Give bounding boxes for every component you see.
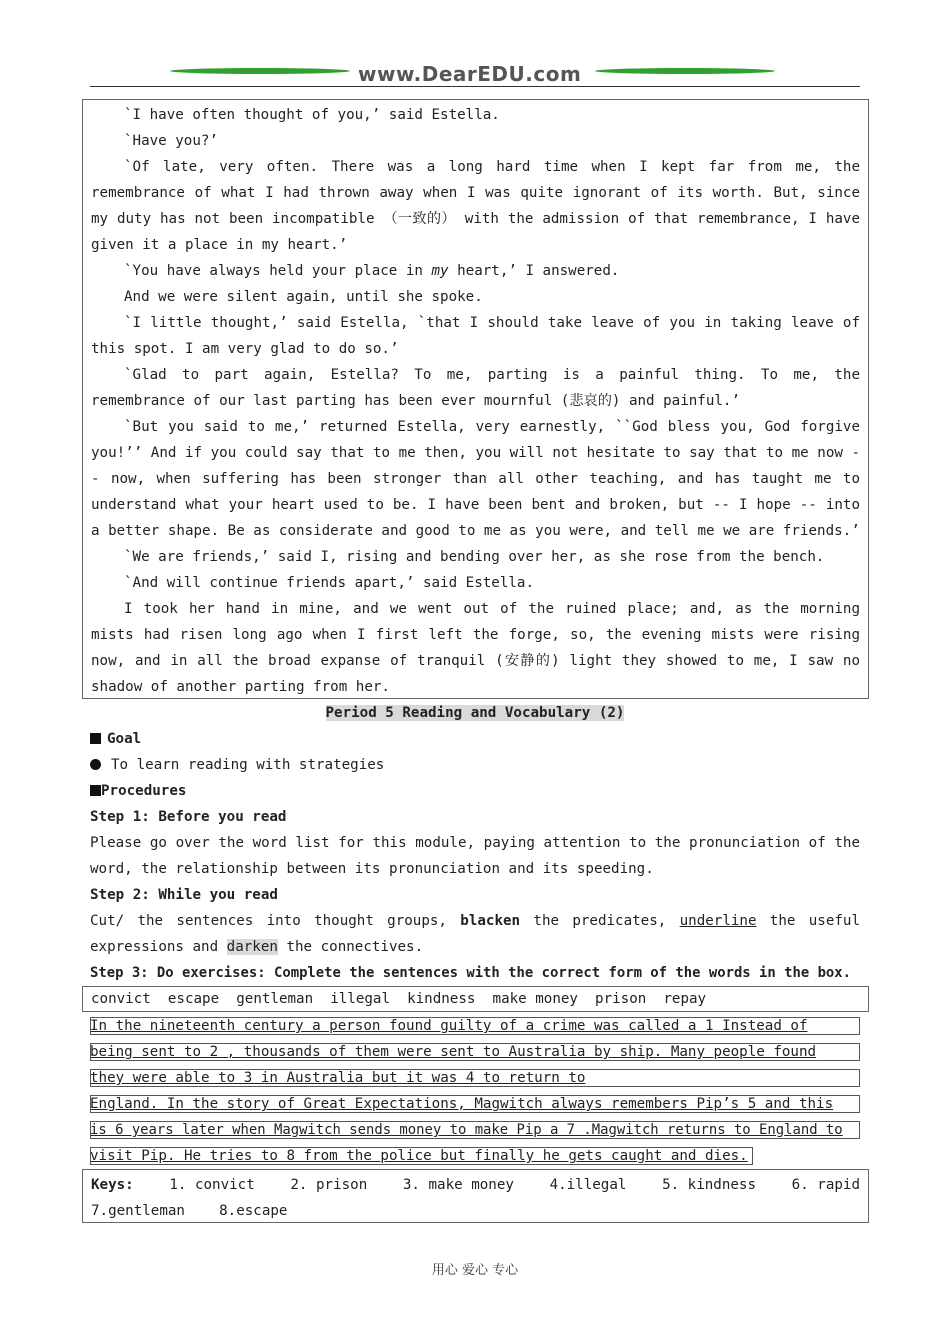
word-item: repay (663, 991, 707, 1007)
story-paragraph: `I little thought,’ said Estella, `that I should take leave of you in taking leave of this spot. I am very glad to do so.’ (91, 315, 860, 357)
passage-line (90, 1117, 860, 1143)
period-title (90, 700, 860, 726)
bold-word: blacken (460, 913, 521, 929)
square-bullet-icon (90, 785, 101, 796)
step1-text: Please go over the word list for this module, paying attention to the pronunciation of the word, the relationship between its pronunciation and its speeding. (90, 835, 860, 877)
square-bullet-icon (90, 733, 101, 744)
shaded-word: darken (226, 939, 278, 955)
key-item: 3. make money (402, 1177, 514, 1193)
text-run: the connectives. (277, 939, 424, 955)
word-item: prison (595, 991, 647, 1007)
passage-line-text: England. In the story of Great Expectations, Magwitch always remembers Pip’s 5 and this (90, 1096, 834, 1112)
key-item: 4.illegal (549, 1177, 627, 1193)
text-run: the predicates, (520, 913, 680, 929)
key-item: 5. kindness (662, 1177, 757, 1193)
word-box (82, 986, 869, 1012)
answer-keys-box (82, 1169, 869, 1223)
passage-line (90, 1013, 860, 1039)
story-paragraph: `Glad to part again, Estella? To me, parting is a painful thing. To me, the remembrance of our last parting has been ever mournful (悲哀的) and painful.’ (91, 367, 860, 409)
exercise-passage (90, 1013, 860, 1169)
word-item: escape (167, 991, 220, 1007)
story-paragraph: `But you said to me,’ returned Estella, very earnestly, ``God bless you, God forgive you!’’ And if you could say that to me then, you will not hesitate to say that to me now -- now, when suffering has been stronger than all other teaching, and has taught me to understand what your heart used to be. I have been bent and broken, but -- I hope -- into a better shape. Be as considerate and good to me as you were, and tell me we are friends.’ (91, 419, 860, 539)
story-paragraph: I took her hand in mine, and we went out of the ruined place; and, as the morning mists had risen long ago when I first left the forge, so, the evening mists were rising now, and in all the broad expanse of tranquil (安静的) light they showed to me, I saw no shadow of another parting from her. (91, 601, 860, 695)
text-run: heart,’ I answered. (448, 263, 620, 279)
right-swoosh-decoration (595, 68, 775, 74)
step2-text (90, 908, 860, 960)
procedures-heading (90, 778, 860, 804)
word-item: convict (91, 991, 151, 1007)
site-logo: www.DearEDU.com (358, 62, 582, 86)
keys-row-2: 7.gentleman 8.escape (91, 1203, 288, 1219)
key-item: 2. prison (290, 1177, 368, 1193)
text-run: Cut/ the sentences into thought groups, (90, 913, 461, 929)
key-item: 1. convict (169, 1177, 255, 1193)
key-item: 6. rapid (791, 1177, 860, 1193)
passage-line-text: In the nineteenth century a person found guilty of a crime was called a 1 Instead of (90, 1018, 808, 1034)
story-paragraph: `Have you?’ (124, 133, 218, 149)
procedures-heading-text: Procedures (101, 783, 187, 799)
word-item: kindness (407, 991, 476, 1007)
period-title-text: Period 5 Reading and Vocabulary (2) (325, 705, 625, 721)
circle-bullet-icon (90, 759, 101, 770)
goal-item-text: To learn reading with strategies (111, 757, 385, 773)
lesson-section (90, 700, 860, 986)
passage-line-text: is 6 years later when Magwitch sends money to make Pip a 7 .Magwitch returns to England to (90, 1122, 843, 1138)
word-item: gentleman (236, 991, 314, 1007)
step2-title: Step 2: While you read (90, 887, 278, 903)
goal-heading-text: Goal (107, 731, 142, 747)
story-paragraph: `I have often thought of you,’ said Estella. (124, 107, 500, 123)
word-item: make money (492, 991, 578, 1007)
text-run: `You have always held your place in (124, 263, 432, 279)
story-paragraph: And we were silent again, until she spoke. (124, 289, 483, 305)
goal-heading (90, 726, 860, 752)
story-excerpt-box (82, 99, 869, 699)
keys-row-1 (91, 1172, 860, 1198)
story-paragraph: `We are friends,’ said I, rising and bending over her, as she rose from the bench. (124, 549, 825, 565)
passage-line-text: visit Pip. He tries to 8 from the police but finally he gets caught and dies. (90, 1148, 748, 1164)
step1-title: Step 1: Before you read (90, 809, 287, 825)
word-item: illegal (330, 991, 390, 1007)
story-paragraph: `Of late, very often. There was a long hard time when I kept far from me, the remembrance of what I had thrown away when I was quite ignorant of its worth. But, since my duty has not been incompatible （一致的） with the admission of that remembrance, I have given it a place in my heart.’ (91, 159, 860, 253)
text-run: the useful expressions and (90, 913, 860, 955)
passage-line-text: being sent to 2 , thousands of them were sent to Australia by ship. Many people found (90, 1044, 817, 1060)
passage-line (90, 1143, 860, 1169)
header-rule (90, 86, 860, 87)
passage-line-text: they were able to 3 in Australia but it was 4 to return to (90, 1070, 586, 1086)
passage-line (90, 1065, 860, 1091)
word-list (91, 987, 860, 1011)
italic-word: my (431, 263, 449, 279)
page-footer: 用心 爱心 专心 (431, 1263, 519, 1278)
passage-line (90, 1091, 860, 1117)
step3-title: Step 3: Do exercises: Complete the sentences with the correct form of the words in the box. (90, 965, 852, 981)
left-swoosh-decoration (170, 68, 350, 74)
story-paragraph-emphasis (91, 258, 860, 284)
goal-item (90, 752, 860, 778)
story-paragraph: `And will continue friends apart,’ said Estella. (124, 575, 534, 591)
passage-line (90, 1039, 860, 1065)
underlined-word: underline (679, 913, 757, 929)
keys-label: Keys: (91, 1177, 134, 1193)
